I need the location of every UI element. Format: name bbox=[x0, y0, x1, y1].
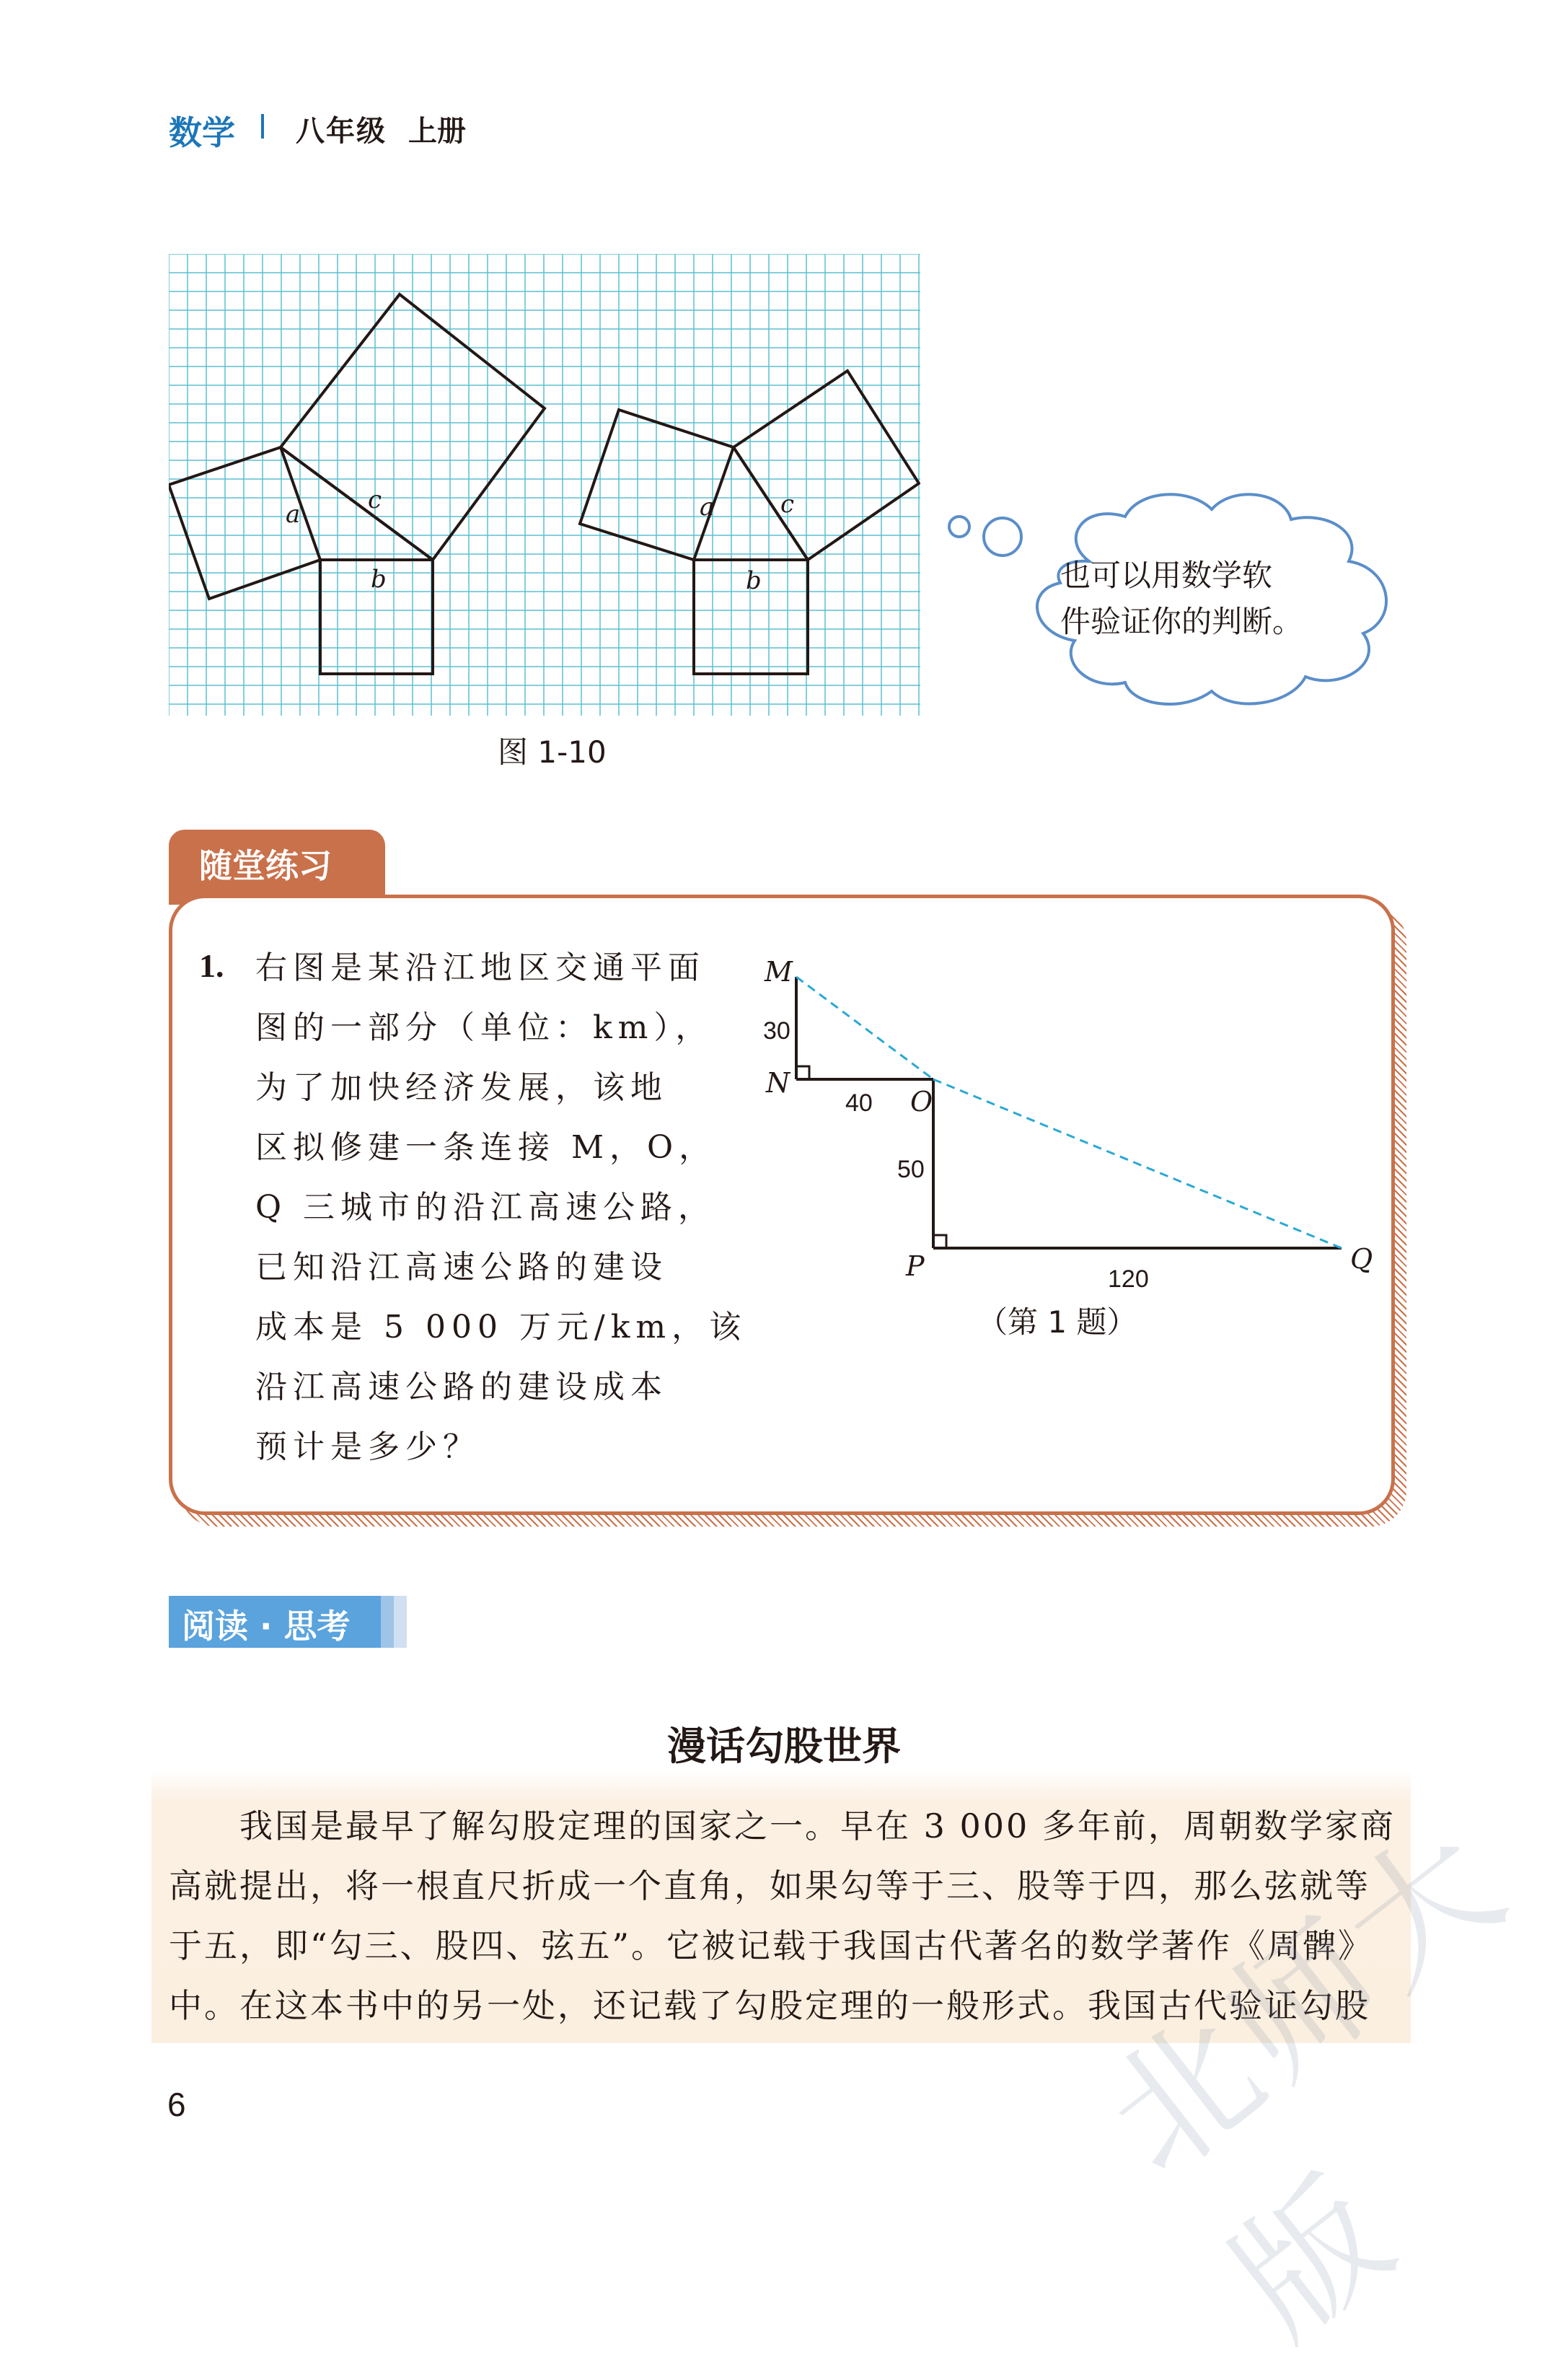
thought-bubble-text bbox=[1060, 553, 1363, 645]
question-line: Q 三城市的沿江高速公路， bbox=[255, 1189, 716, 1226]
header-subject: 数学 bbox=[169, 113, 235, 152]
bubble-dot-small bbox=[949, 517, 969, 537]
exercise-diagram-caption: （第 1 题） bbox=[977, 1304, 1137, 1340]
header-volume: 上册 bbox=[408, 115, 466, 148]
figure-1-10 bbox=[169, 254, 920, 716]
length-NO: 40 bbox=[845, 1089, 873, 1117]
reading-title: 漫话勾股世界 bbox=[667, 1724, 901, 1769]
publisher-watermark: 北师大版 bbox=[1075, 1794, 1538, 2370]
left-label-c: c bbox=[368, 486, 382, 514]
right-label-b: b bbox=[746, 566, 762, 595]
right-hypotenuse-c bbox=[734, 447, 808, 560]
reading-line: 高就提出，将一根直尺折成一个直角，如果勾等于三、股等于四，那么弦就等 bbox=[169, 1866, 1370, 1905]
length-PQ: 120 bbox=[1108, 1265, 1149, 1291]
reading-line: 于五，即“勾三、股四、弦五”。它被记载于我国古代著名的数学著作《周髀》 bbox=[169, 1926, 1374, 1965]
length-OP: 50 bbox=[897, 1156, 925, 1183]
point-label-O: O bbox=[910, 1086, 933, 1118]
bubble-line-1: 也可以用数学软 bbox=[1060, 558, 1273, 593]
right-angle-N bbox=[796, 1066, 809, 1079]
header-separator bbox=[261, 114, 264, 139]
right-square-c bbox=[734, 371, 919, 560]
exercise-diagram bbox=[750, 945, 1385, 1291]
reading-line: 我国是最早了解勾股定理的国家之一。早在 3 000 多年前，周朝数学家商 bbox=[169, 1807, 1396, 1845]
left-label-b: b bbox=[371, 565, 387, 594]
right-angle-P bbox=[933, 1235, 946, 1248]
question-number: 1. bbox=[199, 947, 224, 984]
figure-caption: 图 1-10 bbox=[498, 734, 607, 770]
question-line: 图的一部分（单位：km）， bbox=[255, 1009, 713, 1046]
reading-tab-label: 阅读 · 思考 bbox=[182, 1607, 351, 1646]
bubble-dot-medium bbox=[984, 518, 1021, 556]
point-label-P: P bbox=[906, 1250, 925, 1282]
bubble-line-2: 件验证你的判断。 bbox=[1060, 604, 1303, 639]
question-line: 成本是 5 000 万元/km，该 bbox=[255, 1309, 747, 1345]
point-label-M: M bbox=[765, 956, 793, 988]
point-label-Q: Q bbox=[1350, 1243, 1373, 1275]
question-line: 预计是多少？ bbox=[255, 1428, 480, 1465]
reading-line: 中。在这本书中的另一处，还记载了勾股定理的一般形式。我国古代验证勾股 bbox=[169, 1986, 1370, 2025]
exercise-tab-label: 随堂练习 bbox=[199, 846, 332, 885]
header-grade: 八年级 bbox=[296, 115, 387, 148]
right-label-c: c bbox=[780, 490, 795, 519]
question-line: 右图是某沿江地区交通平面 bbox=[255, 949, 705, 986]
question-line: 已知沿江高速公路的建设 bbox=[255, 1249, 668, 1286]
question-text bbox=[255, 938, 747, 1477]
question-line: 沿江高速公路的建设成本 bbox=[255, 1369, 668, 1405]
right-label-a: a bbox=[700, 493, 715, 522]
question-line: 为了加快经济发展，该地 bbox=[255, 1069, 668, 1106]
page-number: 6 bbox=[167, 2086, 186, 2123]
length-MN: 30 bbox=[763, 1017, 790, 1045]
left-label-a: a bbox=[286, 500, 301, 529]
highway-OQ bbox=[933, 1079, 1342, 1248]
point-label-N: N bbox=[766, 1067, 790, 1099]
highway-MO bbox=[796, 977, 933, 1079]
question-line: 区拟修建一条连接 M，O， bbox=[255, 1129, 717, 1166]
